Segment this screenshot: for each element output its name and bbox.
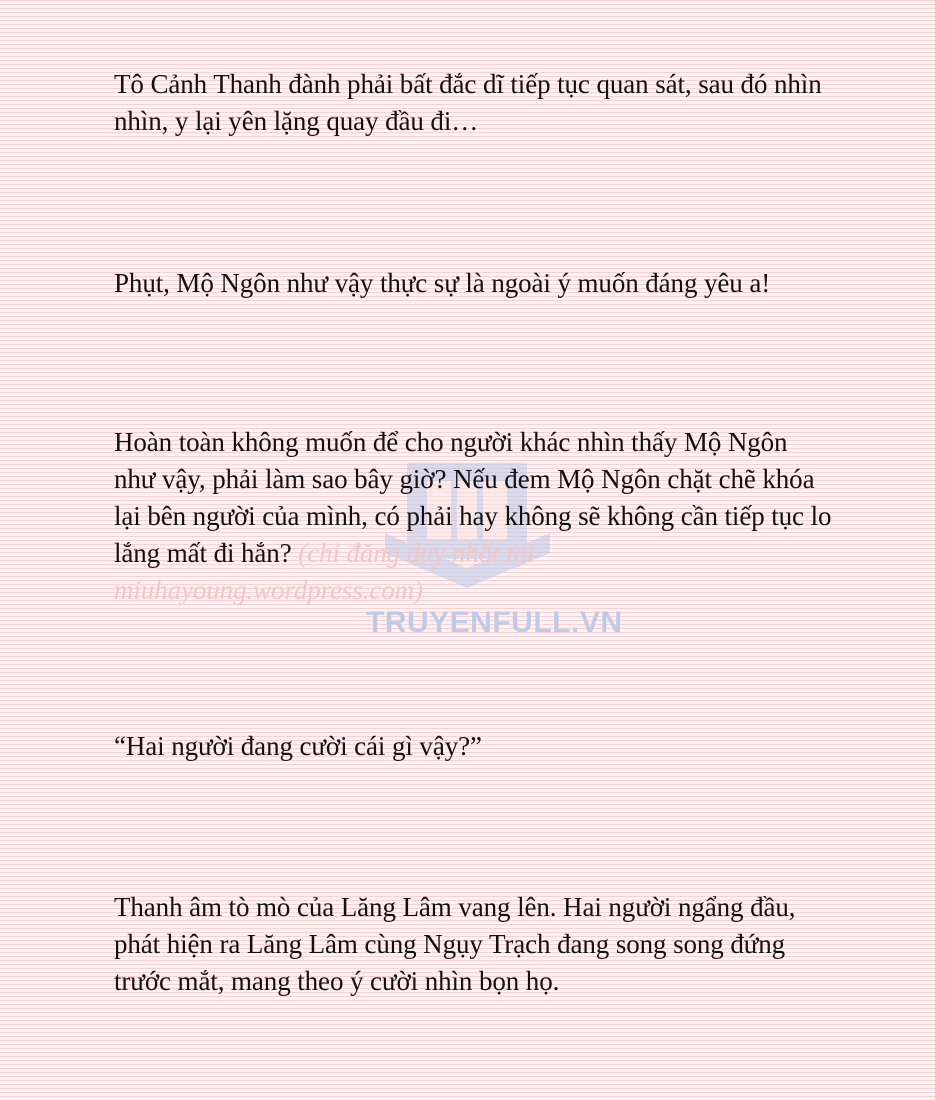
paragraph-1: Tô Cảnh Thanh đành phải bất đắc dĩ tiếp tục quan sát, sau đó nhìn nhìn, y lại yên lặng quay đầu đi…: [114, 69, 822, 136]
paragraph-2: Phụt, Mộ Ngôn như vậy thực sự là ngoài ý muốn đáng yêu a!: [114, 268, 771, 298]
paragraph-4: “Hai người đang cười cái gì vậy?”: [114, 731, 482, 761]
inline-watermark: (chỉ đăng duy nhất tại miuhayoung.wordpress.com): [114, 538, 535, 605]
paragraph-3-text: Hoàn toàn không muốn để cho người khác nhìn thấy Mộ Ngôn như vậy, phải làm sao bây giờ? Nếu đem Mộ Ngôn chặt chẽ khóa lại bên người của mình, có phải hay không sẽ không cần tiếp tục lo lắng mất đi hắn?: [114, 427, 832, 568]
paragraph-5: Thanh âm tò mò của Lăng Lâm vang lên. Hai người ngẩng đầu, phát hiện ra Lăng Lâm cùng Ngụy Trạch đang song song đứng trước mắt, mang theo ý cười nhìn bọn họ.: [114, 892, 796, 996]
paragraph-3: [114, 424, 834, 609]
watermark-text: TRUYENFULL.VN: [366, 606, 623, 639]
